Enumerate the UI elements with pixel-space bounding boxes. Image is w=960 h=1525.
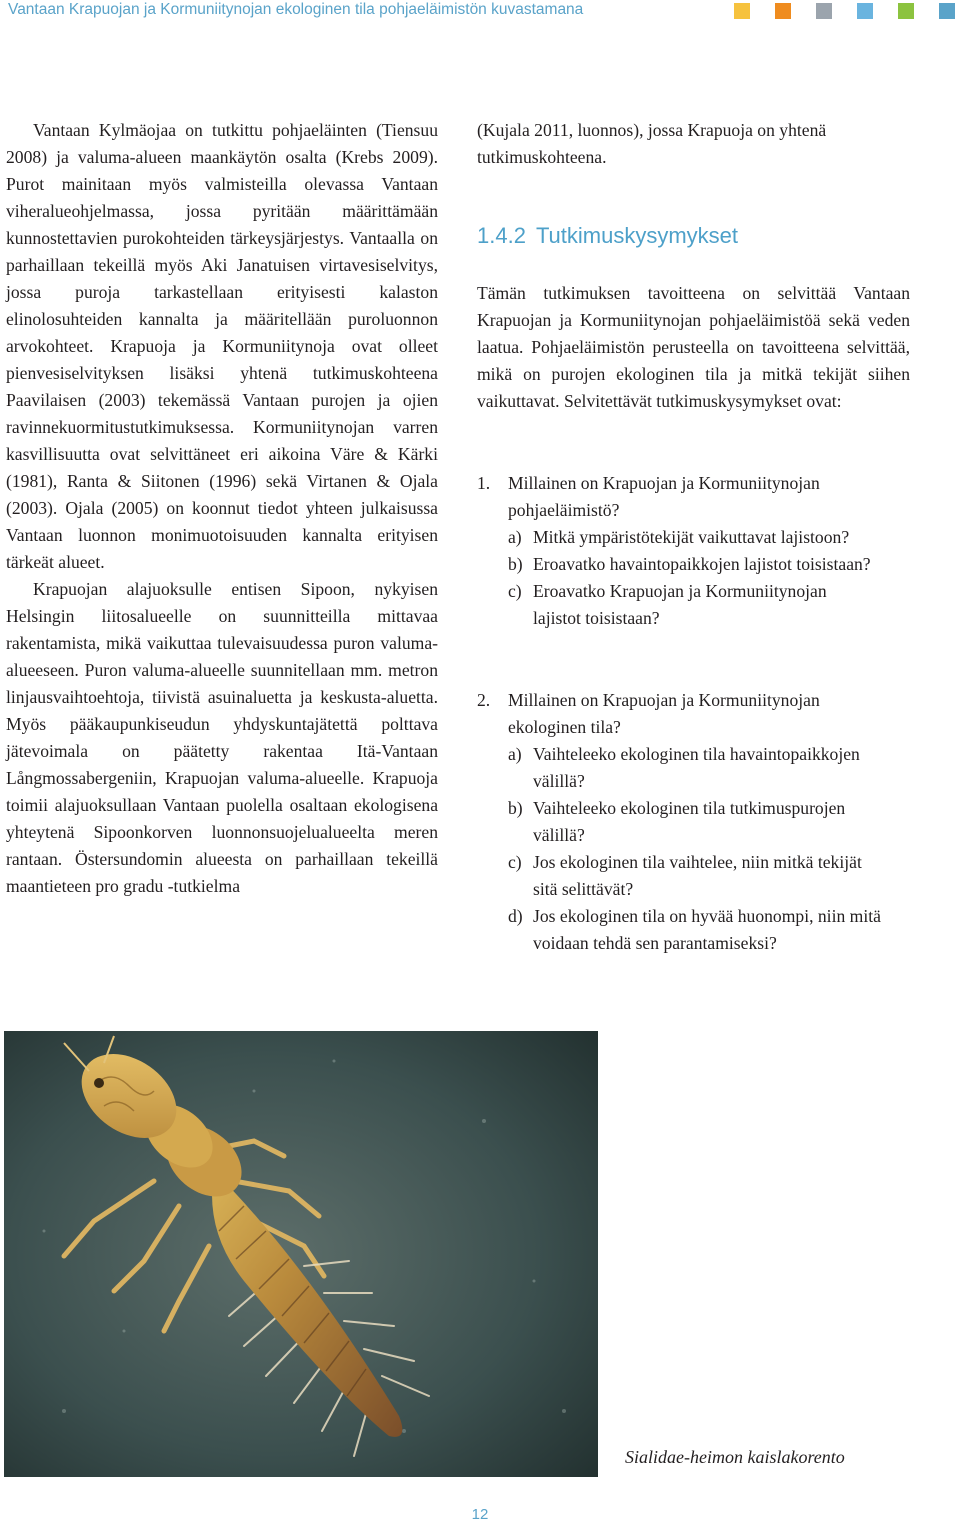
question-list-2 [477,687,917,957]
subquestion-letter: b) [508,798,523,818]
subquestion-item [477,551,917,578]
question-item [477,470,917,524]
subquestion-letter: d) [508,906,523,926]
header-color-square [734,3,750,19]
subquestion-text: Vaihteleeko ekologinen tila havaintopaikkojen välillä? [533,744,860,791]
subquestion-letter: b) [508,554,523,574]
subquestion-text: Vaihteleeko ekologinen tila tutkimuspurojen välillä? [533,798,846,845]
question-list-1 [477,470,917,632]
body-paragraph: Krapuojan alajuoksulle entisen Sipoon, nykyisen Helsingin liitosalueelle on suunnitteilla mittavaa rakentamista, mikä vaikuttaa tulevaisuudessa puron valuma-alueeseen. Puron valuma-alueelle suunnitellaan mm. metron linjausvaihtoehtoja, tiivistä asuinaluetta ja keskusta-aluetta. Myös pääkaupunkiseudun yhdyskuntajätettä polttava jätevoimala on päätetty rakentaa Itä-Vantaan Långmossabergeniin, Krapuojan valuma-alueelle. Krapuoja toimii alajuoksullaan Vantaan puolella osaltaan ekologisena yhteytenä Sipoonkorven luonnonsuojelualueelta meren rantaan. Östersundomin alueesta on parhaillaan tekeillä maantieteen pro gradu -tutkielma [6,579,438,896]
section-heading [477,223,738,249]
body-paragraph: (Kujala 2011, luonnos), jossa Krapuoja on yhtenä tutkimuskohteena. [477,120,827,167]
subquestion-item [477,903,917,957]
header-color-square [775,3,791,19]
header-title: Vantaan Krapuojan ja Kormuniitynojan ekologinen tila pohjaeläimistön kuvastamana [8,1,584,18]
right-column-continuation [477,117,910,171]
question-text: Millainen on Krapuojan ja Kormuniitynojan ekologinen tila? [508,690,820,737]
subquestion-text: Jos ekologinen tila on hyvää huonompi, niin mitä voidaan tehdä sen parantamiseksi? [533,906,881,953]
section-number: 1.4.2 [477,223,526,248]
subquestion-text: Eroavatko Krapuojan ja Kormuniitynojan lajistot toisistaan? [533,581,827,628]
header-color-square [857,3,873,19]
question-item [477,687,917,741]
subquestion-text: Eroavatko havaintopaikkojen lajistot toisistaan? [533,554,871,574]
subquestion-item [477,578,917,632]
header-color-square [939,3,955,19]
question-number: 1. [477,473,491,493]
header-color-square [898,3,914,19]
insect-photo [4,1031,598,1477]
subquestion-text: Jos ekologinen tila vaihtelee, niin mitkä tekijät sitä selittävät? [533,852,862,899]
question-text: Millainen on Krapuojan ja Kormuniitynojan pohjaeläimistö? [508,473,820,520]
subquestion-letter: a) [508,527,522,547]
subquestion-letter: c) [508,581,522,601]
subquestion-letter: a) [508,744,522,764]
subquestion-letter: c) [508,852,522,872]
body-paragraph: Tämän tutkimuksen tavoitteena on selvittää Vantaan Krapuojan ja Kormuniitynojan pohjaeläimistöä sekä veden laatua. Pohjaeläimistön perusteella on tavoitteena selvittää, mikä on purojen ekologinen tila ja mitkä tekijät siihen vaikuttavat. Selvitettävät tutkimuskysymykset ovat: [477,283,910,411]
subquestion-item [477,849,917,903]
subquestion-text: Mitkä ympäristötekijät vaikuttavat lajistoon? [533,527,850,547]
subquestion-item [477,524,917,551]
section-intro [477,280,910,415]
question-number: 2. [477,690,491,710]
figure-caption: Sialidae-heimon kaislakorento [625,1447,845,1467]
header-color-square [816,3,832,19]
section-title: Tutkimuskysymykset [535,223,739,248]
alderfly-larva-illustration [4,1031,598,1477]
subquestion-item [477,795,917,849]
body-paragraph: Vantaan Kylmäojaa on tutkittu pohjaeläinten (Tiensuu 2008) ja valuma-alueen maankäytön osalta (Krebs 2009). Purot mainitaan myös valmisteilla olevassa Vantaan viheralueohjelmassa, jossa pyritään määrittämään kunnostettavien purokohteiden tärkeysjärjestys. Vantaalla on parhaillaan tekeillä myös Aki Janatuisen virtavesiselvitys, jossa puroja tarkastellaan erityisesti kalaston elinolosuhteiden kannalta ja määritellään puroluonnon arvokohteet. Krapuoja ja Kormuniitynoja ovat olleet pienvesiselvityksen lisäksi yhtenä tutkimuskohteena Paavilaisen (2003) tekemässä Vantaan purojen ja ojien ravinnekuormitustutkimuksessa. Kormuniitynojan varren kasvillisuutta ovat selvittäneet eri aikoina Väre & Kärki (1981), Ranta & Siitonen (1996) sekä Virtanen & Ojala (2003). Ojala (2005) on koonnut tiedot yhteen julkaisussa Vantaan luonnon monimuotoisuuden kannalta erityisen tärkeät alueet. [6,120,438,572]
page-number: 12 [471,1506,489,1523]
subquestion-item [477,741,917,795]
left-column [6,117,438,900]
